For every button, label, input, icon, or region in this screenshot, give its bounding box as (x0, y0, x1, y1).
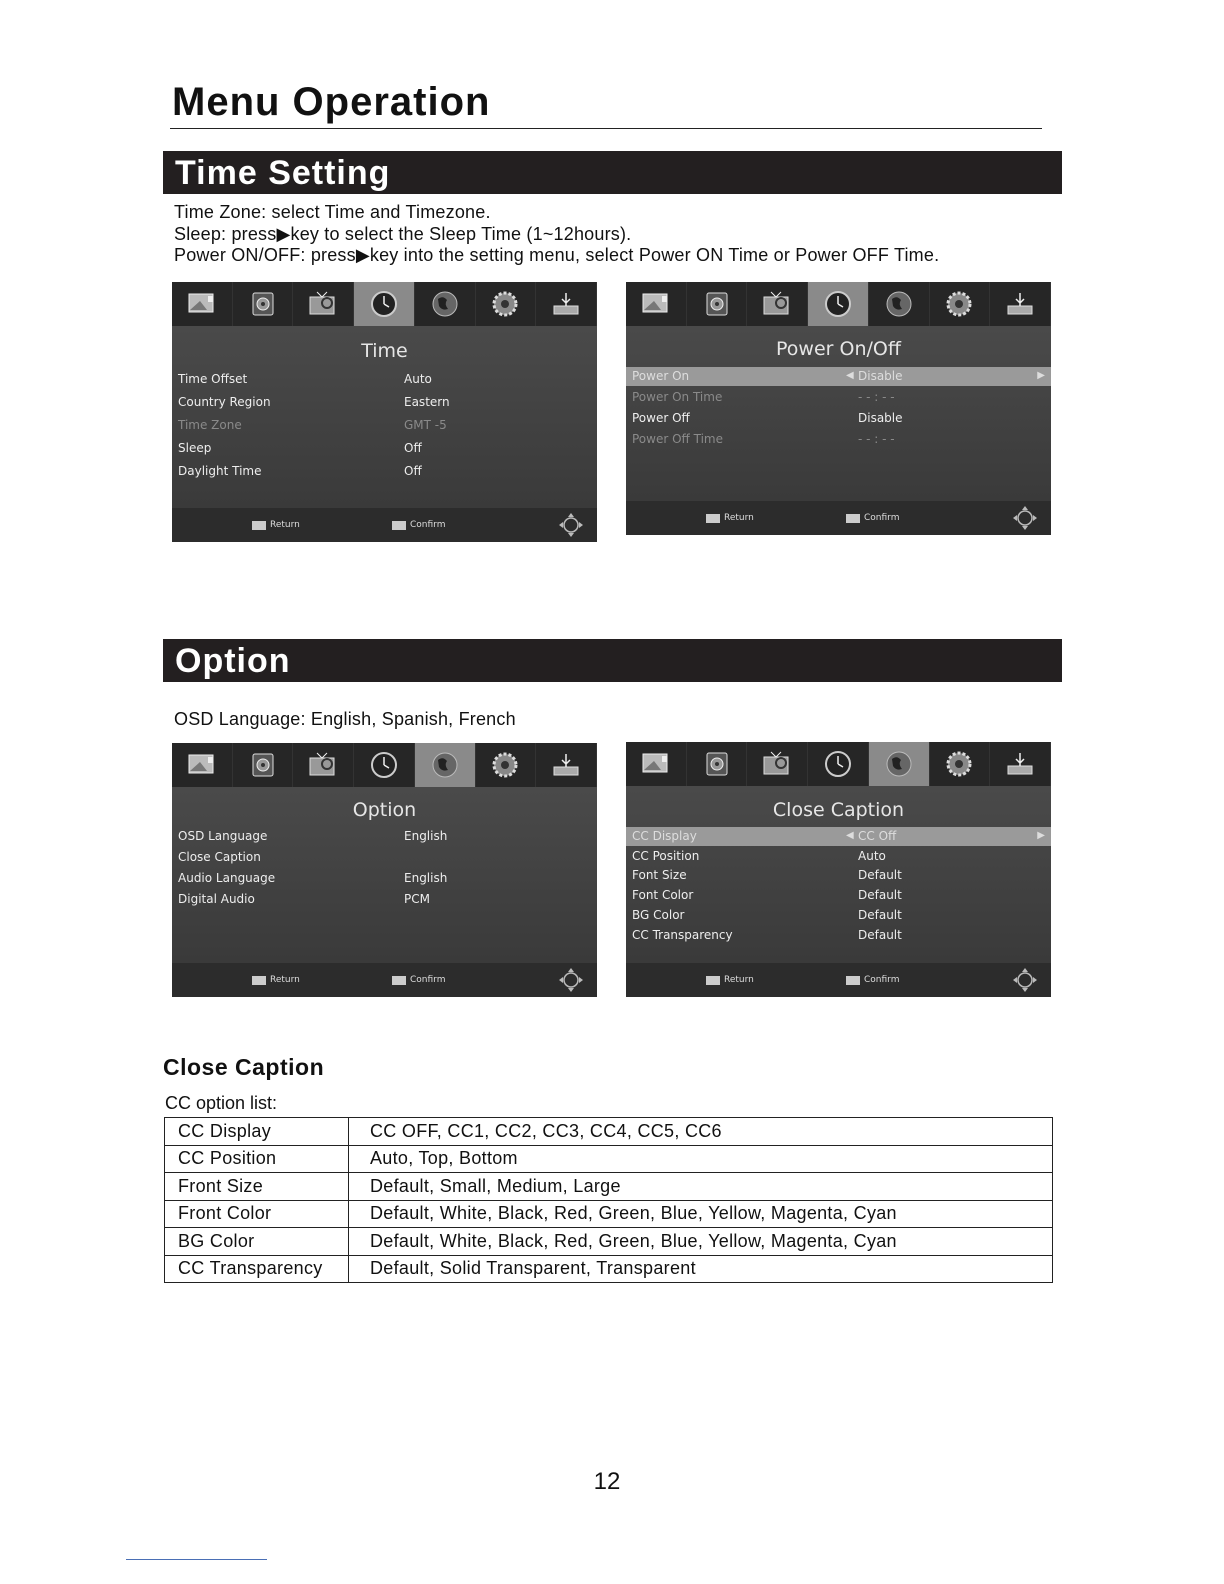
return-hint (706, 975, 754, 985)
menu-item (172, 393, 597, 412)
option-name: CC Transparency (165, 1255, 349, 1283)
close-caption-menu-screen (626, 742, 1051, 997)
option-name: CC Display (165, 1118, 349, 1146)
menu-icon-bar (172, 282, 597, 326)
picture-icon (626, 742, 687, 786)
menu-item (172, 416, 597, 435)
clock-icon (354, 743, 415, 787)
menu-item-label: Close Caption (178, 850, 261, 864)
navigation-pad-icon (559, 513, 583, 537)
picture-icon (172, 282, 233, 326)
menu-item (626, 866, 1051, 885)
menu-item-value: Auto (404, 372, 432, 386)
exit-key-icon (706, 514, 720, 523)
menu-item-value: Default (858, 868, 902, 883)
menu-item-value: PCM (404, 892, 430, 906)
sleep-line: Sleep: press▶key to select the Sleep Time (1~12hours). (174, 223, 632, 244)
menu-footer (172, 508, 597, 542)
usb-icon (536, 282, 597, 326)
gear-icon (476, 743, 537, 787)
menu-body (626, 326, 1051, 501)
menu-body (172, 326, 597, 508)
globe-icon (869, 282, 930, 326)
menu-item-value: Disable (858, 369, 903, 383)
return-label: Return (270, 520, 300, 530)
menu-item-value: Off (404, 441, 422, 455)
menu-footer (172, 963, 597, 997)
menu-item-label: Time Zone (178, 418, 242, 432)
clock-icon (808, 742, 869, 786)
sound-icon (233, 743, 294, 787)
menu-item-value: CC Off (858, 829, 897, 843)
confirm-label: Confirm (410, 520, 446, 530)
channel-icon (293, 743, 354, 787)
menu-item-label: Power Off Time (632, 432, 723, 446)
option-menu-screen (172, 743, 597, 997)
confirm-hint (846, 513, 899, 523)
menu-icon-bar (626, 282, 1051, 326)
confirm-label: Confirm (410, 975, 446, 985)
navigation-pad-icon (1013, 968, 1037, 992)
gear-icon (930, 742, 991, 786)
exit-key-icon (252, 521, 266, 530)
menu-item-label: Audio Language (178, 871, 276, 885)
menu-item-label: BG Color (632, 907, 685, 922)
option-name: CC Position (165, 1145, 349, 1173)
option-name: BG Color (165, 1228, 349, 1256)
menu-footer (626, 963, 1051, 997)
usb-icon (990, 742, 1051, 786)
option-values: Default, White, Black, Red, Green, Blue, Yellow, Magenta, Cyan (349, 1228, 1053, 1256)
table-row (165, 1173, 1053, 1201)
menu-item (626, 906, 1051, 925)
option-values: Default, White, Black, Red, Green, Blue, Yellow, Magenta, Cyan (349, 1200, 1053, 1228)
option-name: Front Size (165, 1173, 349, 1201)
table-row (165, 1145, 1053, 1173)
menu-item-label: Power On Time (632, 390, 723, 404)
confirm-hint (392, 975, 445, 985)
menu-item (172, 370, 597, 389)
menu-item-label: Daylight Time (178, 464, 262, 478)
right-arrow-icon: ▶ (1037, 830, 1045, 841)
close-caption-heading: Close Caption (163, 1054, 325, 1080)
power-line: Power ON/OFF: press▶key into the setting menu, select Power ON Time or Power OFF Time. (174, 245, 940, 265)
menu-item-label: CC Display (632, 829, 697, 843)
sound-icon (233, 282, 294, 326)
return-label: Return (724, 975, 754, 985)
title-divider (170, 128, 1042, 129)
menu-item-label: Font Color (632, 888, 694, 903)
menu-item (626, 827, 1051, 846)
return-hint (706, 513, 754, 523)
menu-item (172, 890, 597, 909)
globe-icon (415, 282, 476, 326)
menu-item-label: Country Region (178, 395, 271, 409)
menu-item-label: CC Transparency (632, 927, 733, 942)
picture-icon (626, 282, 687, 326)
menu-item-value: - - : - - (858, 390, 895, 404)
menu-item (626, 367, 1051, 386)
menu-item-value: Default (858, 927, 902, 942)
confirm-label: Confirm (864, 513, 900, 523)
menu-item-value: Auto (858, 848, 886, 863)
usb-icon (990, 282, 1051, 326)
ok-key-icon (392, 521, 406, 530)
osd-language-line: OSD Language: English, Spanish, French (174, 709, 516, 729)
right-arrow-icon: ▶ (1037, 370, 1045, 381)
menu-icon-bar (626, 742, 1051, 786)
option-values: Default, Small, Medium, Large (349, 1173, 1053, 1201)
menu-footer (626, 501, 1051, 535)
time-setting-description (174, 202, 939, 267)
menu-item (626, 886, 1051, 905)
menu-item-value: English (404, 871, 448, 885)
navigation-pad-icon (559, 968, 583, 992)
ok-key-icon (846, 514, 860, 523)
menu-icon-bar (172, 743, 597, 787)
option-values: Auto, Top, Bottom (349, 1145, 1053, 1173)
menu-title: Time (361, 340, 408, 362)
page-number: 12 (593, 1468, 621, 1495)
return-hint (252, 520, 300, 530)
menu-item-label: CC Position (632, 848, 700, 863)
power-menu-screen (626, 282, 1051, 535)
menu-item (172, 869, 597, 888)
menu-item-value: Eastern (404, 395, 450, 409)
page-title: Menu Operation (172, 80, 491, 124)
menu-item-value: Disable (858, 411, 903, 425)
cc-option-table (164, 1117, 1053, 1283)
confirm-hint (846, 975, 899, 985)
menu-item (172, 848, 597, 867)
menu-body (172, 787, 597, 963)
menu-item (172, 462, 597, 481)
return-label: Return (270, 975, 300, 985)
time-menu-screen (172, 282, 597, 542)
menu-title: Close Caption (772, 799, 905, 821)
sound-icon (687, 742, 748, 786)
table-row (165, 1118, 1053, 1146)
menu-item-value: GMT -5 (404, 418, 447, 432)
channel-icon (293, 282, 354, 326)
ok-key-icon (846, 976, 860, 985)
menu-item-label: Digital Audio (178, 892, 255, 906)
time-zone-line: Time Zone: select Time and Timezone. (174, 202, 491, 222)
option-description (174, 709, 516, 731)
option-values: Default, Solid Transparent, Transparent (349, 1255, 1053, 1283)
menu-body (626, 786, 1051, 963)
menu-item-label: Power Off (632, 411, 690, 425)
return-label: Return (724, 513, 754, 523)
confirm-hint (392, 520, 445, 530)
menu-item-label: OSD Language (178, 829, 268, 843)
menu-item-label: Time Offset (178, 372, 248, 386)
menu-item (172, 827, 597, 846)
table-row (165, 1200, 1053, 1228)
return-hint (252, 975, 300, 985)
menu-item (626, 926, 1051, 945)
globe-icon (415, 743, 476, 787)
channel-icon (747, 282, 808, 326)
menu-item-value: English (404, 829, 448, 843)
menu-title: Power On/Off (776, 338, 901, 360)
option-values: CC OFF, CC1, CC2, CC3, CC4, CC5, CC6 (349, 1118, 1053, 1146)
table-row (165, 1255, 1053, 1283)
ok-key-icon (392, 976, 406, 985)
menu-item-label: Power On (632, 369, 690, 383)
menu-item-value: Off (404, 464, 422, 478)
menu-item (626, 388, 1051, 407)
footer-rule (126, 1559, 267, 1560)
table-row (165, 1228, 1053, 1256)
time-setting-heading: Time Setting (163, 151, 1062, 194)
exit-key-icon (252, 976, 266, 985)
menu-item (172, 439, 597, 458)
menu-item-label: Sleep (178, 441, 212, 455)
gear-icon (476, 282, 537, 326)
menu-item (626, 430, 1051, 449)
menu-item-label: Font Size (632, 868, 687, 883)
gear-icon (930, 282, 991, 326)
picture-icon (172, 743, 233, 787)
left-arrow-icon: ◀ (846, 370, 854, 381)
channel-icon (747, 742, 808, 786)
clock-icon (808, 282, 869, 326)
navigation-pad-icon (1013, 506, 1037, 530)
menu-item (626, 847, 1051, 866)
confirm-label: Confirm (864, 975, 900, 985)
menu-item-value: Default (858, 888, 902, 903)
option-name: Front Color (165, 1200, 349, 1228)
clock-icon (354, 282, 415, 326)
left-arrow-icon: ◀ (846, 830, 854, 841)
menu-title: Option (352, 799, 417, 821)
option-heading: Option (163, 639, 1062, 682)
usb-icon (536, 743, 597, 787)
globe-icon (869, 742, 930, 786)
exit-key-icon (706, 976, 720, 985)
sound-icon (687, 282, 748, 326)
menu-item-value: - - : - - (858, 432, 895, 446)
cc-option-list-label: CC option list: (165, 1093, 278, 1113)
menu-item (626, 409, 1051, 428)
menu-item-value: Default (858, 907, 902, 922)
